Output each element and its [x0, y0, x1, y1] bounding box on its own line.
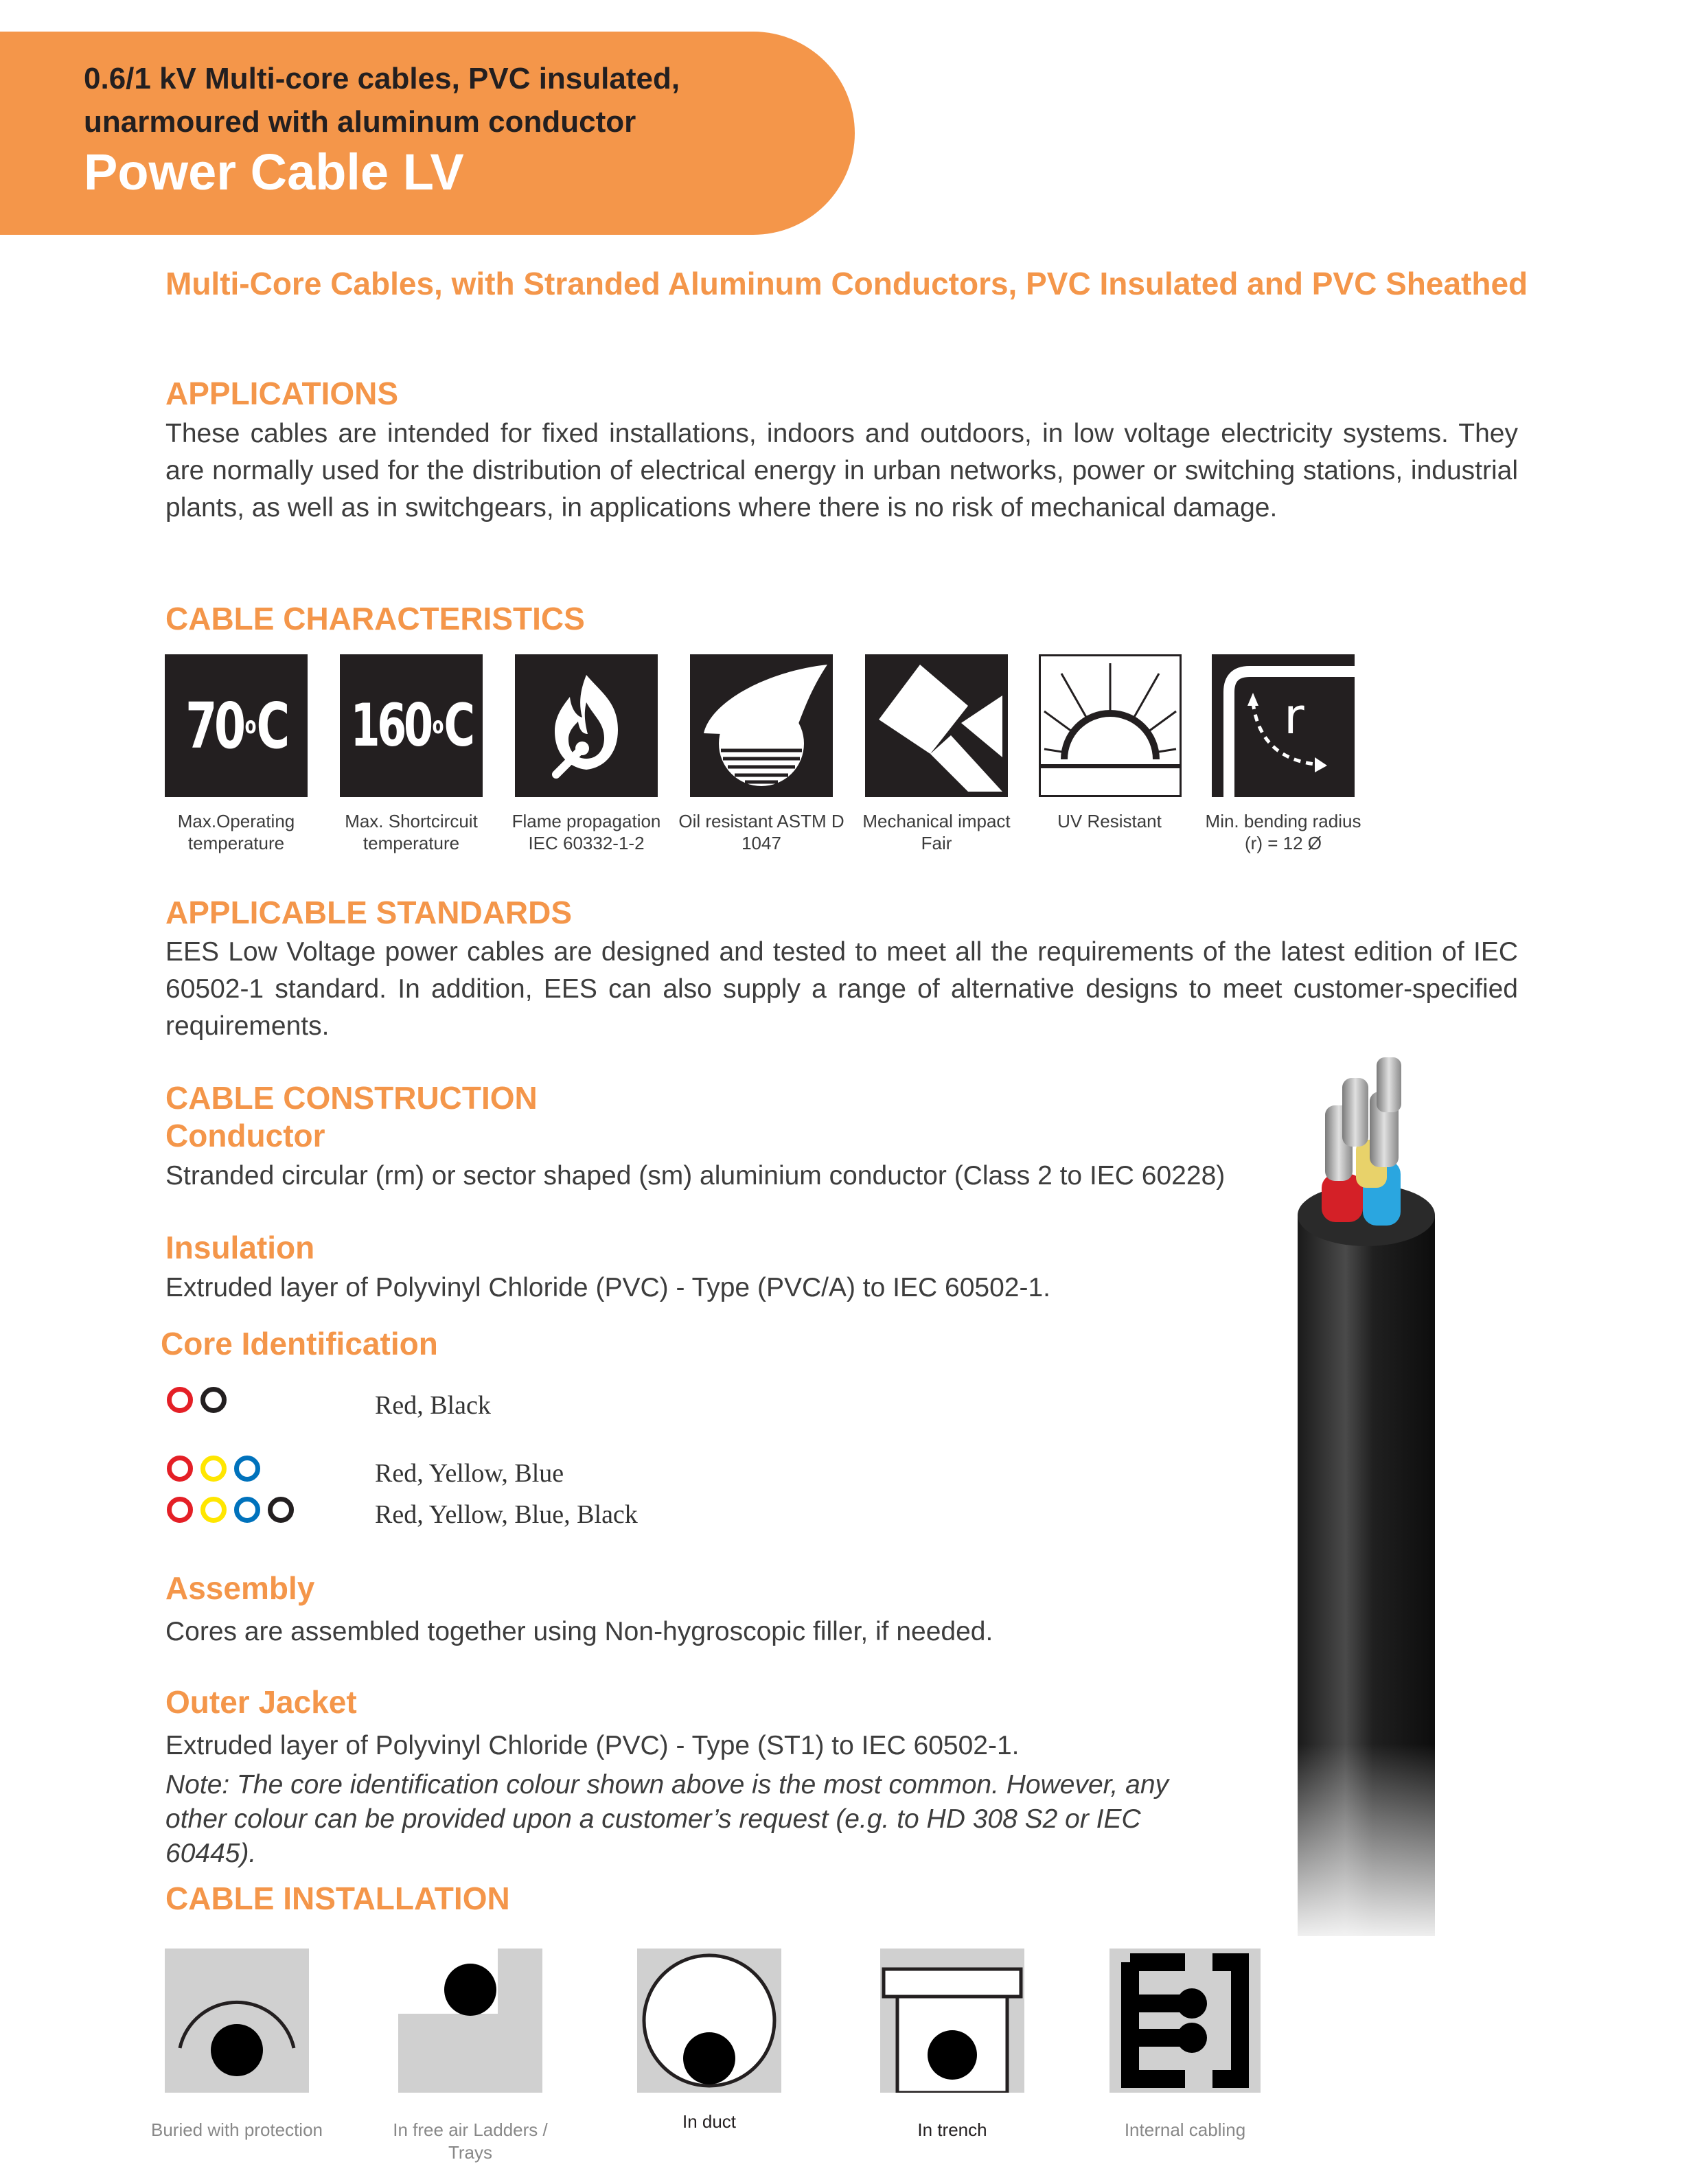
header-line-1: 0.6/1 kV Multi-core cables, PVC insulated,	[84, 62, 680, 95]
yellow-core-ring	[200, 1456, 227, 1482]
applications-heading: APPLICATIONS	[165, 376, 399, 411]
core-colors-3	[167, 1456, 260, 1482]
core-label-4: Red, Yellow, Blue, Black	[375, 1500, 638, 1529]
standards-text: EES Low Voltage power cables are designed and tested to meet all the requirements of the latest edition of IEC 60502-1 standard. In addition, EES can also supply a range of alternative designs to meet customer-specified requirements.	[165, 937, 1518, 1041]
yellow-core-ring	[200, 1497, 227, 1523]
oil-drop-icon	[690, 654, 833, 797]
standards-heading: APPLICABLE STANDARDS	[165, 895, 573, 930]
internal-cabling-icon	[1109, 1949, 1261, 2093]
header-line-2: unarmoured with aluminum conductor	[84, 105, 636, 139]
char-label-mechanical: Mechanical impact Fair	[862, 811, 1011, 853]
red-core-ring	[167, 1497, 193, 1523]
char-label-bending: Min. bending radius (r) = 12 Ø	[1205, 811, 1361, 853]
160c-temperature-icon: 160 o C	[340, 654, 483, 797]
inst-label-duct: In duct	[682, 2111, 737, 2132]
blue-core-ring	[234, 1497, 260, 1523]
inst-label-trench: In trench	[917, 2119, 987, 2140]
conductor-text: Stranded circular (rm) or sector shaped (sm) aluminium conductor (Class 2 to IEC 60228)	[165, 1161, 1226, 1191]
colour-note: Note: The core identification colour shown above is the most common. However, any other colour can be provided upon a customer’s request (e.g. to HD 308 S2 or IEC 60445).	[165, 1770, 1169, 1868]
insulation-text: Extruded layer of Polyvinyl Chloride (PVC) - Type (PVC/A) to IEC 60502-1.	[165, 1273, 1050, 1302]
outer-jacket-heading: Outer Jacket	[165, 1684, 357, 1720]
char-label-operating-temp: Max.Operating temperature	[177, 811, 295, 853]
inst-label-internal: Internal cabling	[1124, 2119, 1246, 2140]
core-colors-4	[167, 1497, 294, 1523]
char-label-shortcircuit-temp: Max. Shortcircuit temperature	[345, 811, 478, 853]
red-core-ring	[167, 1456, 193, 1482]
conductor-heading: Conductor	[165, 1118, 325, 1153]
red-core-ring	[167, 1387, 193, 1413]
assembly-text: Cores are assembled together using Non-hygroscopic filler, if needed.	[165, 1617, 993, 1646]
core-colors-2	[167, 1387, 227, 1413]
inst-label-buried: Buried with protection	[150, 2119, 323, 2140]
core-label-2: Red, Black	[375, 1391, 491, 1420]
sun-icon	[1039, 654, 1182, 797]
product-subtitle: Multi-Core Cables, with Stranded Aluminum Conductors, PVC Insulated and PVC Sheathed	[165, 266, 1528, 301]
char-label-flame: Flame propagation IEC 60332-1-2	[511, 811, 661, 853]
inst-label-free-air: In free air Ladders / Trays	[393, 2119, 548, 2163]
buried-icon	[165, 1949, 309, 2093]
char-label-oil: Oil resistant ASTM D 1047	[678, 811, 844, 853]
black-core-ring	[268, 1497, 294, 1523]
char-label-uv: UV Resistant	[1057, 811, 1162, 831]
trench-icon	[880, 1949, 1024, 2093]
installation-heading: CABLE INSTALLATION	[165, 1881, 510, 1916]
free-air-icon	[398, 1949, 542, 2093]
70c-temperature-icon: 70 o C	[165, 654, 308, 797]
characteristics-heading: CABLE CHARACTERISTICS	[165, 601, 585, 636]
core-identification-heading: Core Identification	[161, 1326, 438, 1361]
outer-jacket-text: Extruded layer of Polyvinyl Chloride (PVC) - Type (ST1) to IEC 60502-1.	[165, 1731, 1020, 1760]
construction-heading: CABLE CONSTRUCTION	[165, 1080, 538, 1116]
blue-core-ring	[234, 1456, 260, 1482]
hammer-icon	[865, 654, 1008, 797]
page-title: Power Cable LV	[84, 143, 464, 200]
duct-icon	[637, 1949, 781, 2093]
insulation-heading: Insulation	[165, 1230, 315, 1265]
black-core-ring	[200, 1387, 227, 1413]
flame-icon	[515, 654, 658, 797]
applications-text: These cables are intended for fixed installations, indoors and outdoors, in low voltage electricity systems. They are normally used for the distribution of electrical energy in urban networks, power or switching stations, industrial plants, as well as in switchgears, in applications where there is no risk of mechanical damage.	[165, 419, 1518, 522]
core-label-3: Red, Yellow, Blue	[375, 1459, 564, 1488]
bending-radius-icon	[1212, 654, 1355, 797]
cable-illustration	[1291, 1057, 1456, 1957]
assembly-heading: Assembly	[165, 1570, 315, 1606]
svg-text:r: r	[1284, 687, 1304, 745]
